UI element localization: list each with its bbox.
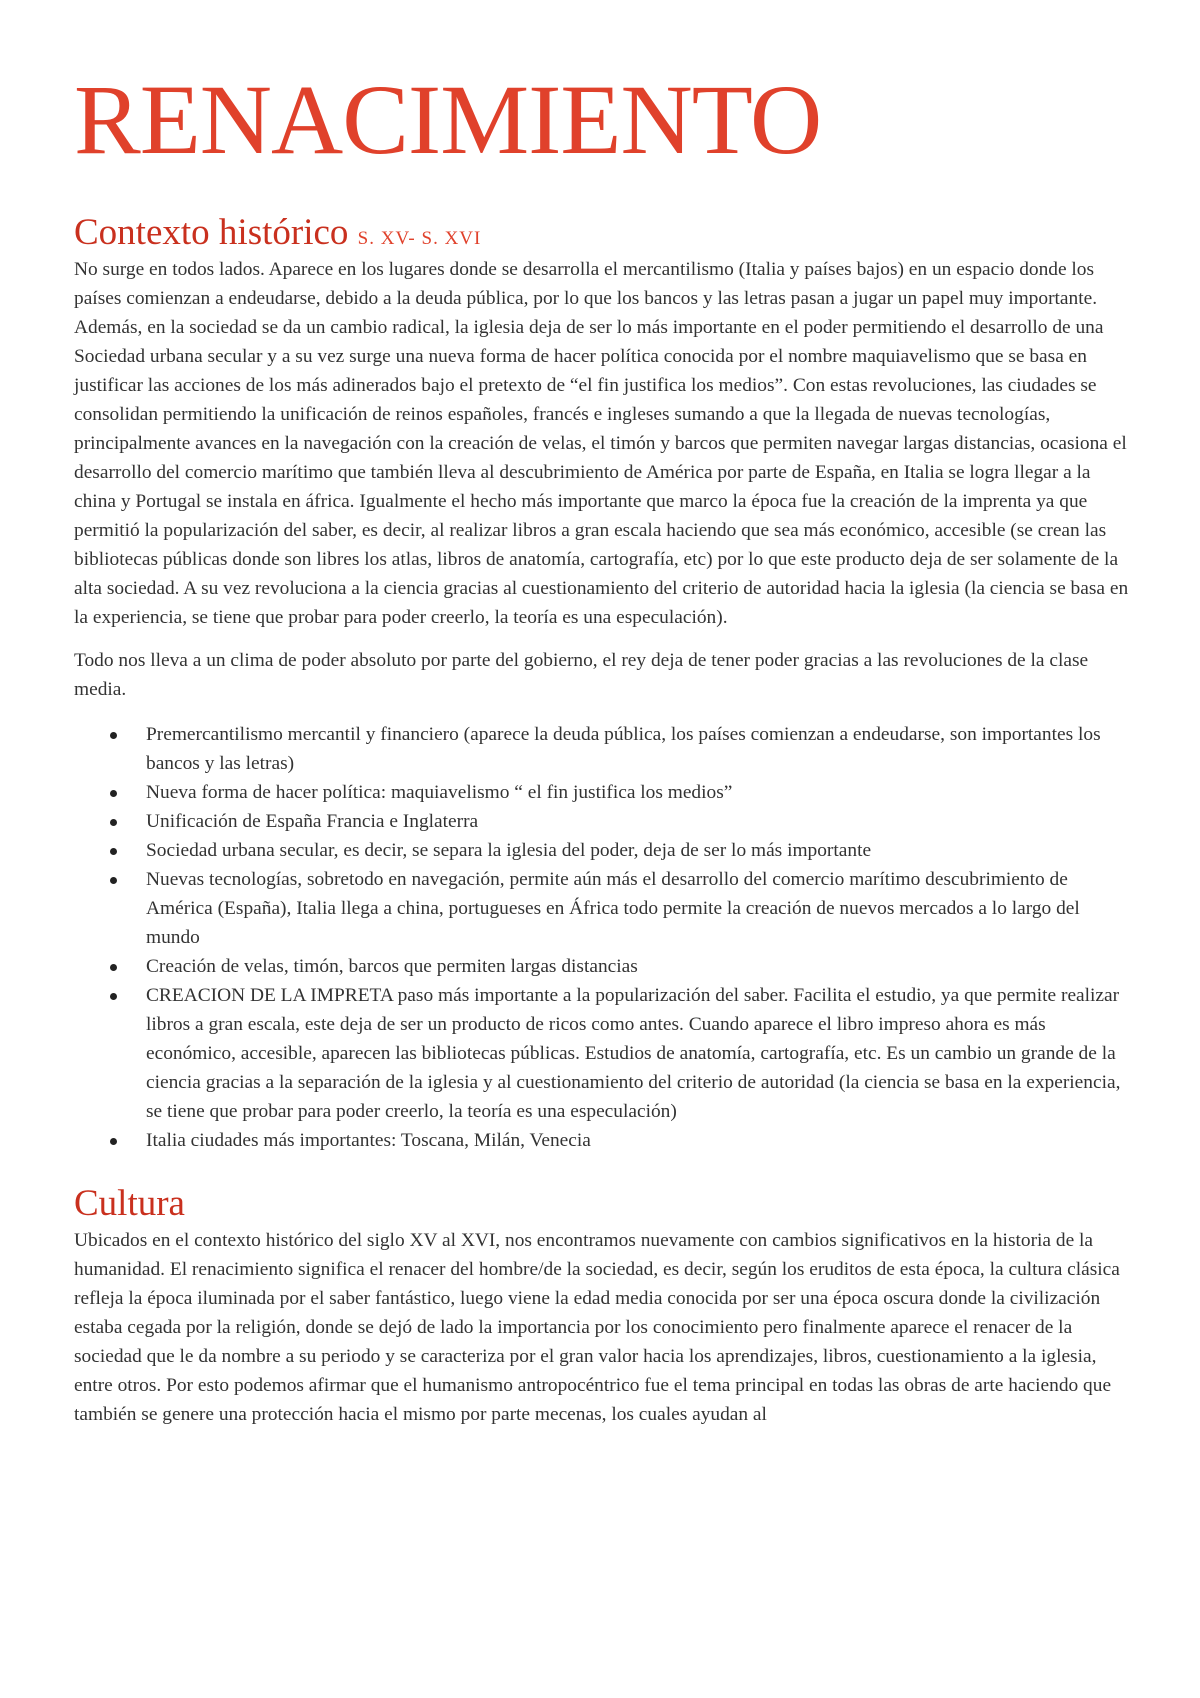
section-heading-text: Contexto histórico: [74, 212, 349, 253]
contexto-bullet-list: [74, 720, 1136, 1155]
document-title: RENACIMIENTO: [74, 64, 822, 175]
bullet-icon: [110, 1138, 117, 1145]
list-item-text: Italia ciudades más importantes: Toscana, Milán, Venecia: [146, 1130, 591, 1151]
list-item: [74, 865, 1136, 952]
bullet-icon: [110, 790, 117, 797]
bullet-icon: [110, 877, 117, 884]
bullet-icon: [110, 964, 117, 971]
bullet-icon: [110, 732, 117, 739]
list-item-text: Sociedad urbana secular, es decir, se separa la iglesia del poder, deja de ser lo más importante: [146, 840, 872, 861]
bullet-icon: [110, 993, 117, 1000]
list-item: [74, 778, 1136, 807]
list-item: [74, 836, 1136, 865]
list-item-text: Creación de velas, timón, barcos que permiten largas distancias: [146, 956, 638, 977]
list-item: [74, 1126, 1136, 1155]
list-item-text: Nuevas tecnologías, sobretodo en navegación, permite aún más el desarrollo del comercio marítimo descubrimiento de América (España), Italia llega a china, portugueses en África todo permite la creación de nuevos mercados a lo largo del mundo: [146, 869, 1080, 948]
section-heading-cultura: Cultura: [74, 1183, 185, 1224]
bullet-icon: [110, 848, 117, 855]
list-item: [74, 720, 1136, 778]
list-item-text: CREACION DE LA IMPRETA paso más importante a la popularización del saber. Facilita el estudio, ya que permite realizar libros a gran escala, este deja de ser un producto de ricos como antes. Cuando aparece el libro impreso ahora es más económico, accesible, aparecen las bibliotecas públicas. Estudios de anatomía, cartografía, etc. Es un cambio un grande de la ciencia gracias a la separación de la iglesia y al cuestionamiento del criterio de autoridad (la ciencia se basa en la experiencia, se tiene que probar para poder creerlo, la teoría es una especulación): [146, 985, 1121, 1122]
contexto-paragraph-2: Todo nos lleva a un clima de poder absoluto por parte del gobierno, el rey deja de tener poder gracias a las revoluciones de la clase media.: [74, 650, 1089, 700]
contexto-paragraph-1: No surge en todos lados. Aparece en los lugares donde se desarrolla el mercantilismo (Italia y países bajos) en un espacio donde los países comienzan a endeudarse, debido a la deuda pública, por lo que los bancos y las letras pasan a jugar un papel muy importante. Además, en la sociedad se da un cambio radical, la iglesia deja de ser lo más importante en el poder permitiendo el desarrollo de una Sociedad urbana secular y a su vez surge una nueva forma de hacer política conocida por el nombre maquiavelismo que se basa en justificar las acciones de los más adinerados bajo el pretexto de “el fin justifica los medios”. Con estas revoluciones, las ciudades se consolidan permitiendo la unificación de reinos españoles, francés e ingleses sumando a que la llegada de nuevas tecnologías, principalmente avances en la navegación con la creación de velas, el timón y barcos que permiten navegar largas distancias, ocasiona el desarrollo del comercio marítimo que también lleva al descubrimiento de América por parte de España, en Italia se logra llegar a la china y Portugal se instala en áfrica. Igualmente el hecho más importante que marco la época fue la creación de la imprenta ya que permitió la popularización del saber, es decir, al realizar libros a gran escala haciendo que sea más económico, accesible (se crean las bibliotecas públicas donde son libres los atlas, libros de anatomía, cartografía, etc) por lo que este producto deja de ser solamente de la alta sociedad. A su vez revoluciona a la ciencia gracias al cuestionamiento del criterio de autoridad hacia la iglesia (la ciencia se basa en la experiencia, se tiene que probar para poder creerlo, la teoría es una especulación).: [74, 259, 1129, 628]
list-item: [74, 981, 1136, 1126]
list-item: [74, 952, 1136, 981]
list-item-text: Nueva forma de hacer política: maquiavelismo “ el fin justifica los medios”: [146, 782, 733, 803]
document-page: [74, 64, 1136, 1429]
section-subtitle: S. XV- S. XVI: [357, 228, 482, 249]
cultura-paragraph-1: Ubicados en el contexto histórico del siglo XV al XVI, nos encontramos nuevamente con cambios significativos en la historia de la humanidad. El renacimiento significa el renacer del hombre/de la sociedad, es decir, según los eruditos de esta época, la cultura clásica refleja la época iluminada por el saber fantástico, luego viene la edad media conocida por ser una época oscura donde la civilización estaba cegada por la religión, donde se dejó de lado la importancia por los conocimiento pero finalmente aparece el renacer de la sociedad que le da nombre a su periodo y se caracteriza por el gran valor hacia los aprendizajes, libros, cuestionamiento a la iglesia, entre otros. Por esto podemos afirmar que el humanismo antropocéntrico fue el tema principal en todas las obras de arte haciendo que también se genere una protección hacia el mismo por parte mecenas, los cuales ayudan al: [74, 1230, 1120, 1425]
bullet-icon: [110, 819, 117, 826]
section-heading-contexto: [74, 214, 1136, 251]
list-item-text: Premercantilismo mercantil y financiero (aparece la deuda pública, los países comienzan a endeudarse, son importantes los bancos y las letras): [146, 724, 1101, 774]
list-item-text: Unificación de España Francia e Inglaterra: [146, 811, 479, 832]
list-item: [74, 807, 1136, 836]
